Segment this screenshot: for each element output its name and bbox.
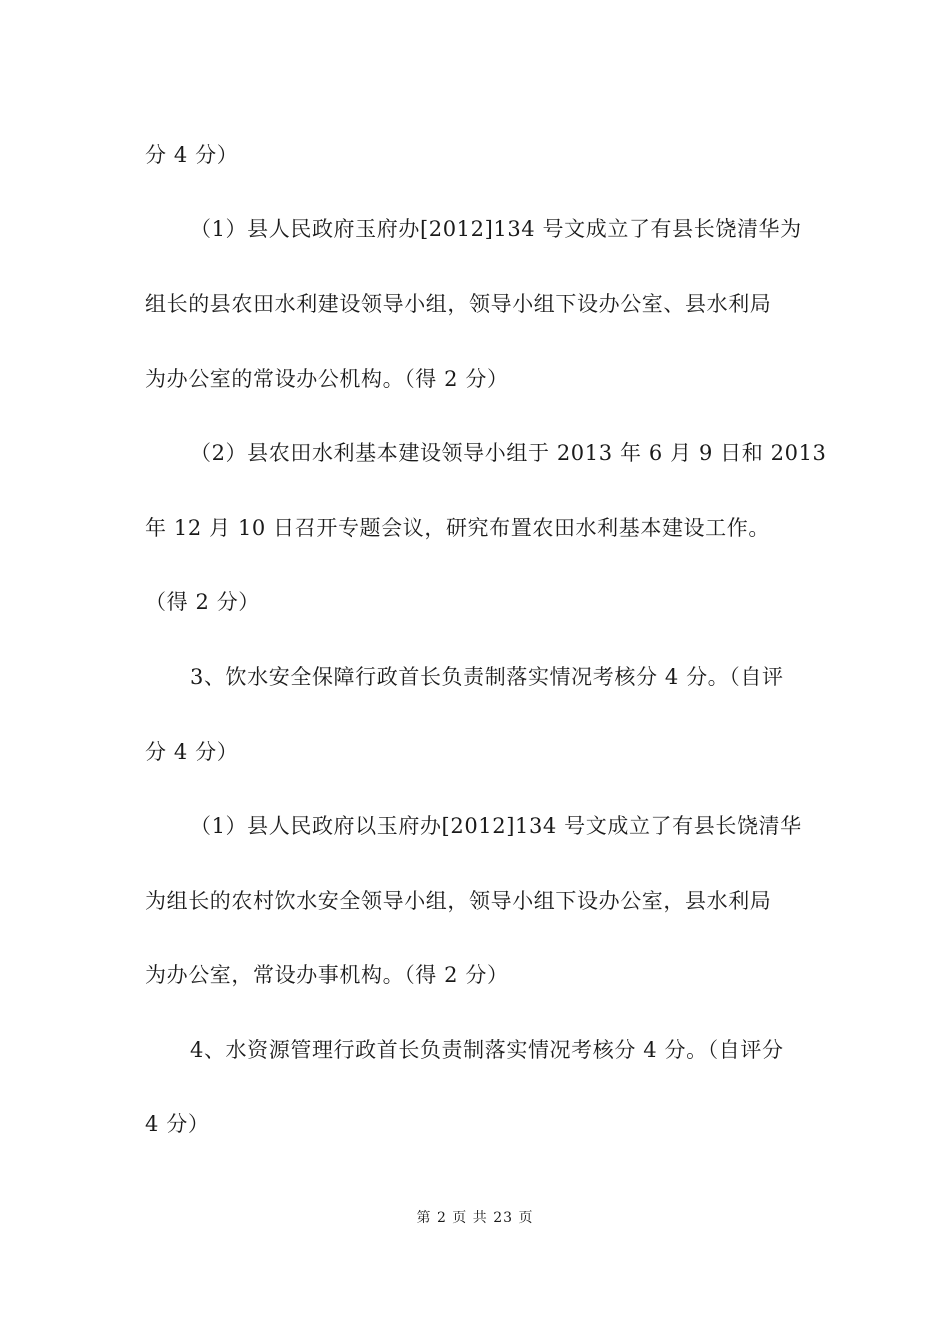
paragraph-line: （得 2 分） [145,590,260,614]
paragraph-line: 分 4 分） [145,143,239,167]
page-footer [0,1208,950,1228]
paragraph-line: （1）县人民政府玉府办[2012]134 号文成立了有县长饶清华为 [190,217,802,241]
paragraph-line: （2）县农田水利基本建设领导小组于 2013 年 6 月 9 日和 2013 [190,441,827,465]
paragraph-line: 为办公室的常设办公机构。（得 2 分） [145,367,509,391]
paragraph-line: 组长的县农田水利建设领导小组，领导小组下设办公室、县水利局 [145,292,772,316]
paragraph-line: 为办公室，常设办事机构。（得 2 分） [145,963,509,987]
page-number-label: 第 2 页 共 23 页 [416,1210,534,1226]
paragraph-line: 3、饮水安全保障行政首长负责制落实情况考核分 4 分。（自评 [190,665,784,689]
paragraph-line: 分 4 分） [145,740,239,764]
paragraph-line: 为组长的农村饮水安全领导小组，领导小组下设办公室，县水利局 [145,889,772,913]
paragraph-line: 4 分） [145,1112,210,1136]
paragraph-line: 4、水资源管理行政首长负责制落实情况考核分 4 分。（自评分 [190,1038,784,1062]
paragraph-line: （1）县人民政府以玉府办[2012]134 号文成立了有县长饶清华 [190,814,802,838]
paragraph-line: 年 12 月 10 日召开专题会议，研究布置农田水利基本建设工作。 [145,516,770,540]
